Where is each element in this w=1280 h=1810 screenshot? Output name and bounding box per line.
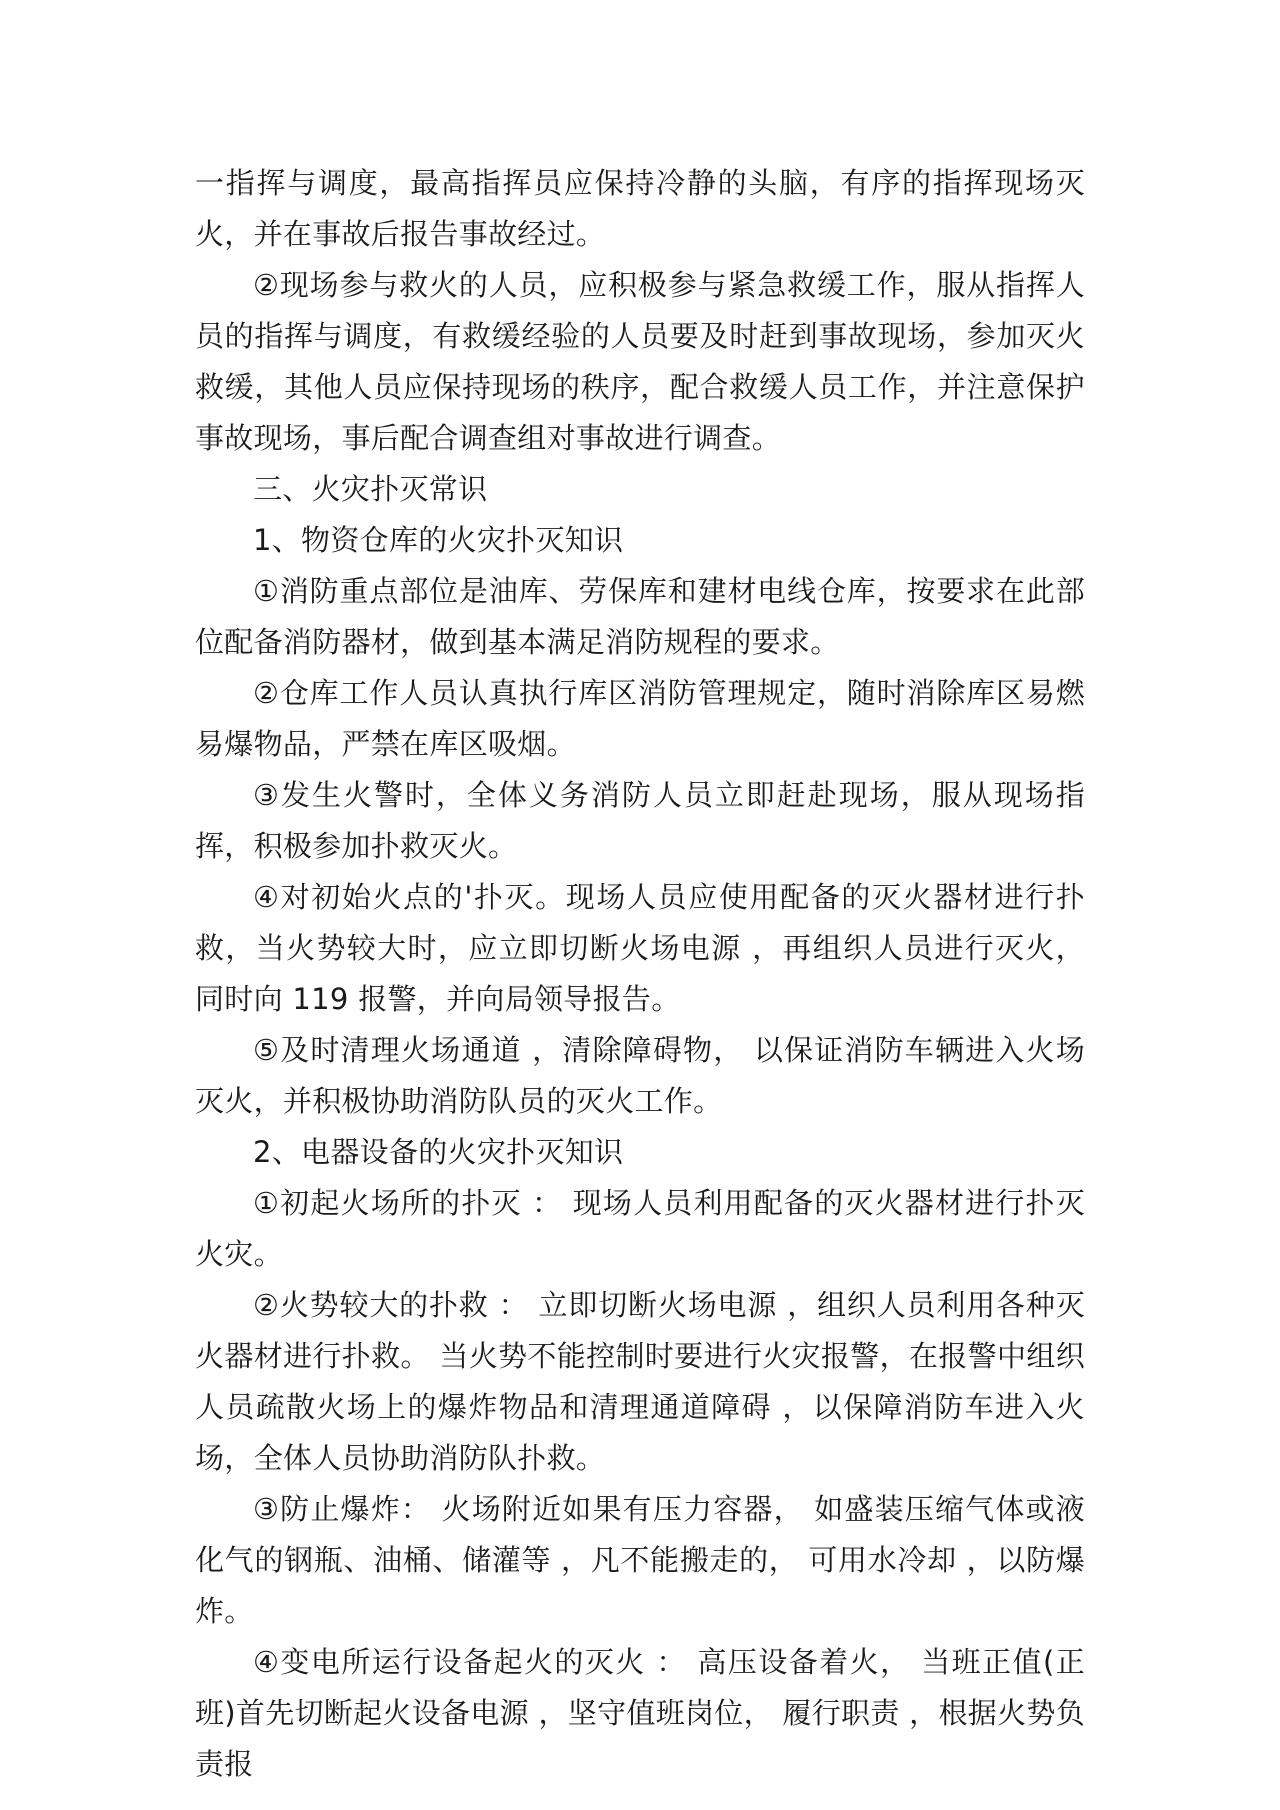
subsection-heading-warehouse: 1、物资仓库的火灾扑灭知识 (253, 523, 624, 557)
paragraph-key-locations: ①消防重点部位是油库、劳保库和建材电线仓库，按要求在此部位配备消防器材，做到基本满足消防规程的要求。 (195, 574, 1085, 659)
document-page (195, 158, 1085, 1790)
paragraph-prevent-explosion: ③防止爆炸： 火场附近如果有压力容器， 如盛装压缩气体或液化气的钢瓶、油桶、储灌等 ，凡不能搬走的， 可用水冷却 ，以防爆炸。 (195, 1492, 1085, 1628)
subsection-heading-electrical: 2、电器设备的火灾扑灭知识 (253, 1135, 624, 1169)
section-heading-fire-knowledge: 三、火灾扑灭常识 (253, 472, 488, 506)
paragraph-initial-fire: ④对初始火点的'扑灭。现场人员应使用配备的灭火器材进行扑救，当火势较大时，应立即切断火场电源 ，再组织人员进行灭火， 同时向 119 报警，并向局领导报告。 (195, 880, 1085, 1016)
paragraph-large-fire: ②火势较大的扑救 ： 立即切断火场电源 ，组织人员利用各种灭火器材进行扑救。 当火势不能控制时要进行火灾报警，在报警中组织人员疏散火场上的爆炸物品和清理通道障碍 ，以保障消防车进入火场，全体人员协助消防队扑救。 (195, 1288, 1085, 1475)
paragraph-initial-extinguish: ①初起火场所的扑灭 ： 现场人员利用配备的灭火器材进行扑灭火灾。 (195, 1186, 1085, 1271)
paragraph-clear-passage: ⑤及时清理火场通道 ，清除障碍物， 以保证消防车辆进入火场灭火，并积极协助消防队员的灭火工作。 (195, 1033, 1085, 1118)
paragraph-continued-command: 一指挥与调度，最高指挥员应保持冷静的头脑，有序的指挥现场灭火，并在事故后报告事故经过。 (195, 166, 1085, 251)
paragraph-rescue-personnel: ②现场参与救火的人员，应积极参与紧急救缓工作，服从指挥人员的指挥与调度，有救缓经验的人员要及时赶到事故现场，参加灭火救缓，其他人员应保持现场的秩序，配合救缓人员工作，并注意保护事故现场，事后配合调查组对事故进行调查。 (195, 268, 1085, 455)
paragraph-fire-alarm: ③发生火警时，全体义务消防人员立即赶赴现场，服从现场指挥，积极参加扑救灭火。 (195, 778, 1085, 863)
paragraph-warehouse-staff: ②仓库工作人员认真执行库区消防管理规定，随时消除库区易燃易爆物品，严禁在库区吸烟。 (195, 676, 1085, 761)
paragraph-substation-fire: ④变电所运行设备起火的灭火 ： 高压设备着火， 当班正值(正班)首先切断起火设备电源 ，坚守值班岗位， 履行职责 ，根据火势负责报 (195, 1645, 1085, 1781)
